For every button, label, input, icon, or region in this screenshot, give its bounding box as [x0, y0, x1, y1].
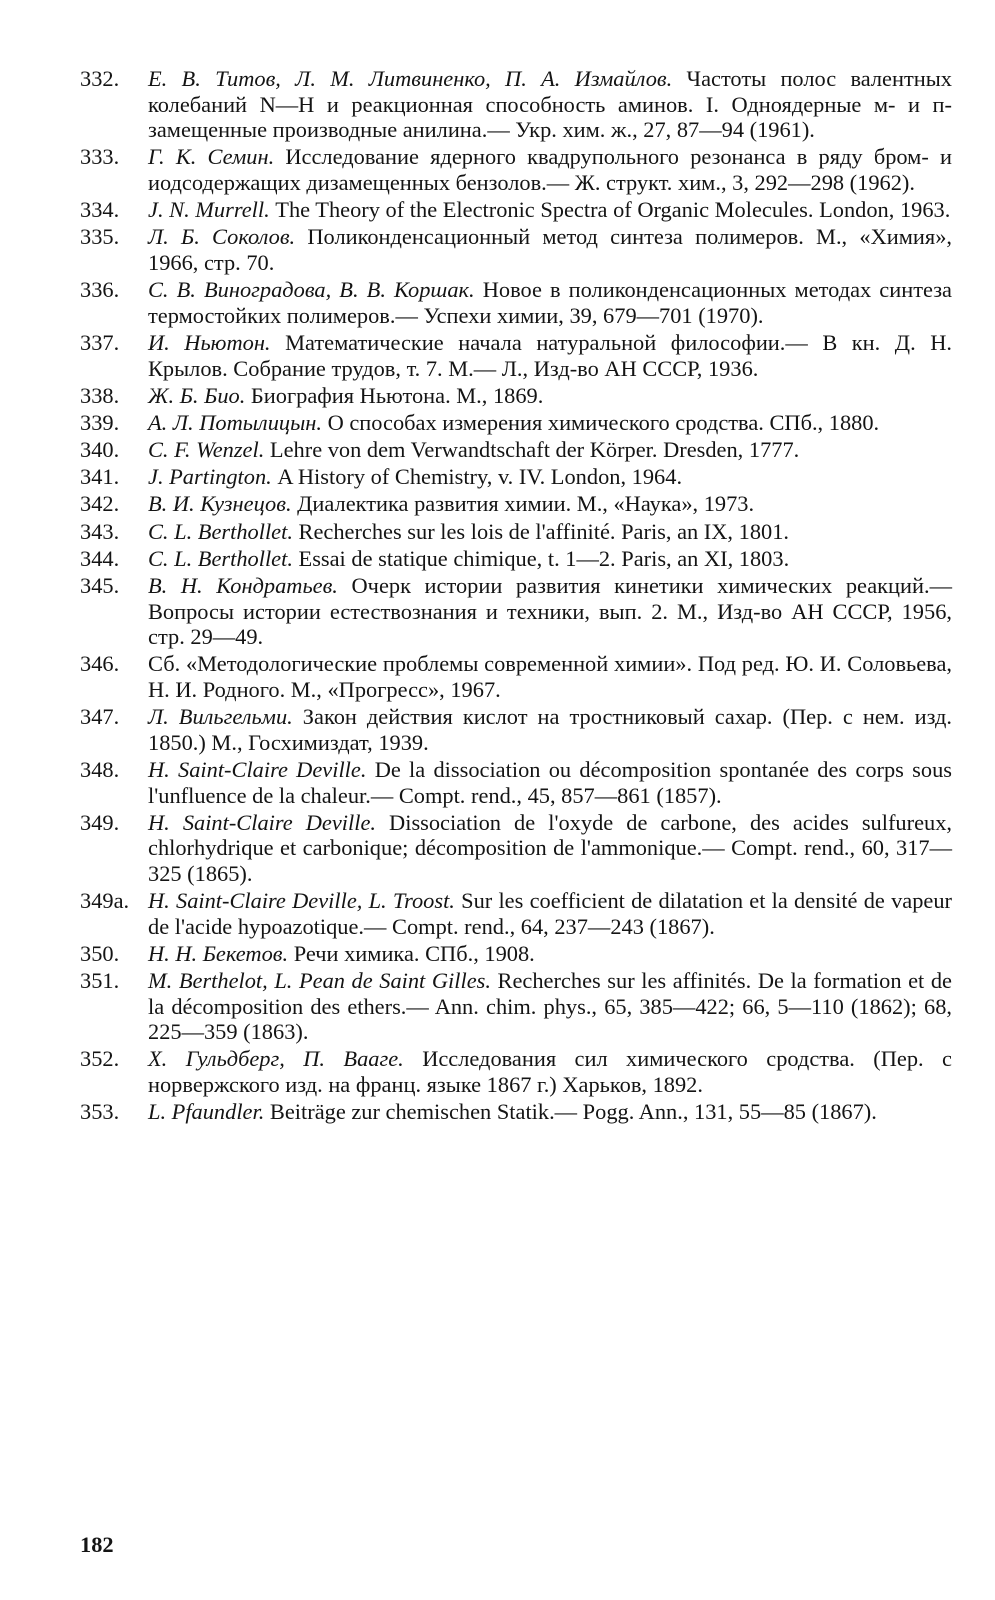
reference-text: Beiträge zur chemischen Statik.— Pogg. Ann., 131, 55—85 (1867).: [269, 1099, 877, 1125]
reference-text: Recherches sur les lois de l'affinité. Paris, an IX, 1801.: [298, 518, 790, 544]
reference-number: 352.: [80, 1046, 120, 1072]
reference-item: [80, 66, 952, 143]
reference-item: [80, 941, 952, 967]
reference-item: [80, 330, 952, 381]
reference-number: 346.: [80, 651, 120, 677]
reference-item: [80, 704, 952, 755]
reference-text: Исследование ядерного квадрупольного резонанса в ряду бром- и иодсодержащих дизамещенных бензолов.— Ж. структ. хим., 3, 292—298 (1962).: [148, 144, 952, 195]
reference-number: 344.: [80, 545, 120, 571]
reference-text: Диалектика развития химии. М., «Наука», 1973.: [297, 491, 755, 517]
reference-item: [80, 573, 952, 650]
reference-author: Л. Вильгельми.: [148, 704, 303, 730]
reference-text: Речи химика. СПб., 1908.: [293, 940, 535, 966]
reference-author: С. В. Виноградова, В. В. Коршак.: [148, 277, 483, 303]
reference-text: Биография Ньютона. М., 1869.: [250, 382, 544, 408]
reference-item: [80, 757, 952, 808]
reference-text: Частоты полос валентных колебаний N—H и реакционная способность аминов. I. Одноядерные м- и п-замещенные производные анилина.— Укр. хим. ж., 27, 87—94 (1961).: [148, 66, 952, 143]
reference-author: Е. В. Титов, Л. М. Литвиненко, П. А. Измайлов.: [148, 66, 687, 91]
reference-item: [80, 1046, 952, 1097]
reference-author: C. L. Berthollet.: [148, 518, 299, 544]
reference-item: [80, 410, 952, 436]
reference-author: L. Pfaundler.: [148, 1099, 270, 1125]
reference-author: H. Saint-Claire Deville.: [148, 756, 375, 782]
reference-item: [80, 810, 952, 887]
reference-author: J. N. Murrell.: [148, 197, 276, 223]
reference-text: Поликонденсационный метод синтеза полимеров. М., «Химия», 1966, стр. 70.: [148, 224, 952, 275]
reference-author: C. F. Wenzel.: [148, 437, 270, 463]
reference-item: [80, 1099, 952, 1125]
reference-number: 339.: [80, 409, 120, 435]
reference-text: Essai de statique chimique, t. 1—2. Paris, an XI, 1803.: [298, 545, 790, 571]
reference-item: [80, 144, 952, 195]
reference-number: 347.: [80, 704, 120, 730]
reference-author: Г. К. Семин.: [148, 144, 286, 170]
reference-number: 336.: [80, 277, 120, 303]
reference-author: И. Ньютон.: [148, 329, 286, 355]
reference-text: A History of Chemistry, v. IV. London, 1964.: [277, 464, 683, 490]
reference-number: 351.: [80, 968, 120, 994]
reference-text: О способах измерения химического сродства. СПб., 1880.: [327, 409, 880, 435]
reference-text: Математические начала натуральной философии.— В кн. Д. Н. Крылов. Собрание трудов, т. 7. М.— Л., Изд-во АН СССР, 1936.: [148, 329, 952, 381]
reference-author: В. И. Кузнецов.: [148, 491, 298, 517]
reference-author: M. Berthelot, L. Pean de Saint Gilles.: [148, 968, 498, 994]
reference-text: Sur les coefficient de dilatation et la densité de vapeur de l'acide hypoazotique.— Compt. rend., 64, 237—243 (1867).: [148, 888, 952, 939]
reference-text: Очерк истории развития кинетики химических реакций.— Вопросы истории естествознания и техники, вып. 2. М., Изд-во АН СССР, 1956, стр. 29—49.: [148, 573, 952, 650]
reference-text: Исследования сил химического сродства. (Пер. с норвержского изд. на франц. языке 1867 г.) Харьков, 1892.: [148, 1046, 952, 1098]
page-number: 182: [80, 1532, 114, 1557]
reference-number: 342.: [80, 491, 120, 517]
reference-text: Новое в поликонденсационных методах синтеза термостойких полимеров.— Успехи химии, 39, 679—701 (1970).: [148, 277, 952, 328]
reference-number: 345.: [80, 573, 120, 598]
reference-number: 350.: [80, 940, 120, 966]
reference-text: The Theory of the Electronic Spectra of Organic Molecules. London, 1963.: [275, 197, 951, 223]
reference-text: De la dissociation ou décomposition spontanée des corps sous l'unfluence de la chaleur.— Compt. rend., 45, 857—861 (1857).: [148, 756, 952, 808]
reference-list: [80, 66, 952, 1125]
reference-author: Л. Б. Соколов.: [148, 224, 308, 250]
reference-author: C. L. Berthollet.: [148, 545, 299, 571]
reference-number: 349.: [80, 809, 120, 835]
reference-text: Закон действия кислот на тростниковый сахар. (Пер. с нем. изд. 1850.) М., Госхимиздат, 1939.: [148, 704, 952, 755]
reference-number: 341.: [80, 464, 120, 490]
reference-author: J. Partington.: [148, 464, 278, 490]
reference-author: А. Л. Потылицын.: [148, 409, 328, 435]
reference-item: [80, 383, 952, 409]
bibliography-page: [80, 66, 952, 1126]
reference-number: 334.: [80, 197, 120, 223]
reference-number: 332.: [80, 66, 120, 91]
reference-item: [80, 651, 952, 702]
reference-item: [80, 519, 952, 545]
reference-number: 348.: [80, 756, 120, 782]
reference-author: В. Н. Кондратьев.: [148, 573, 352, 598]
reference-item: [80, 224, 952, 275]
reference-author: H. Saint-Claire Deville, L. Troost.: [148, 888, 462, 914]
reference-text: Dissociation de l'oxyde de carbone, des acides sulfureux, chlorhydrique et carbonique; décomposition de l'ammonique.— Compt. rend., 60, 317—325 (1865).: [148, 809, 952, 886]
reference-item: [80, 888, 952, 939]
reference-number: 353.: [80, 1099, 120, 1125]
reference-item: [80, 197, 952, 223]
reference-number: 335.: [80, 224, 120, 250]
reference-number: 338.: [80, 382, 120, 408]
reference-number: 333.: [80, 144, 120, 170]
reference-author: H. Saint-Claire Deville.: [148, 809, 390, 835]
reference-item: [80, 546, 952, 572]
reference-number: 343.: [80, 518, 120, 544]
reference-text: Lehre von dem Verwandtschaft der Körper. Dresden, 1777.: [269, 437, 800, 463]
reference-author: Ж. Б. Био.: [148, 382, 251, 408]
reference-number: 337.: [80, 329, 120, 355]
reference-text: Сб. «Методологические проблемы современной химии». Под ред. Ю. И. Соловьева, Н. И. Родного. М., «Прогресс», 1967.: [148, 651, 952, 702]
reference-item: [80, 968, 952, 1045]
reference-author: Н. Н. Бекетов.: [148, 940, 294, 966]
reference-author: Х. Гульдберг, П. Вааге.: [148, 1046, 423, 1072]
reference-item: [80, 437, 952, 463]
reference-number: 349a.: [80, 888, 130, 914]
reference-number: 340.: [80, 437, 120, 463]
reference-text: Recherches sur les affinités. De la formation et de la décomposition des ethers.— Ann. chim. phys., 65, 385—422; 66, 5—110 (1862); 68, 225—359 (1863).: [148, 968, 952, 1045]
reference-item: [80, 464, 952, 490]
reference-item: [80, 277, 952, 328]
reference-item: [80, 491, 952, 517]
